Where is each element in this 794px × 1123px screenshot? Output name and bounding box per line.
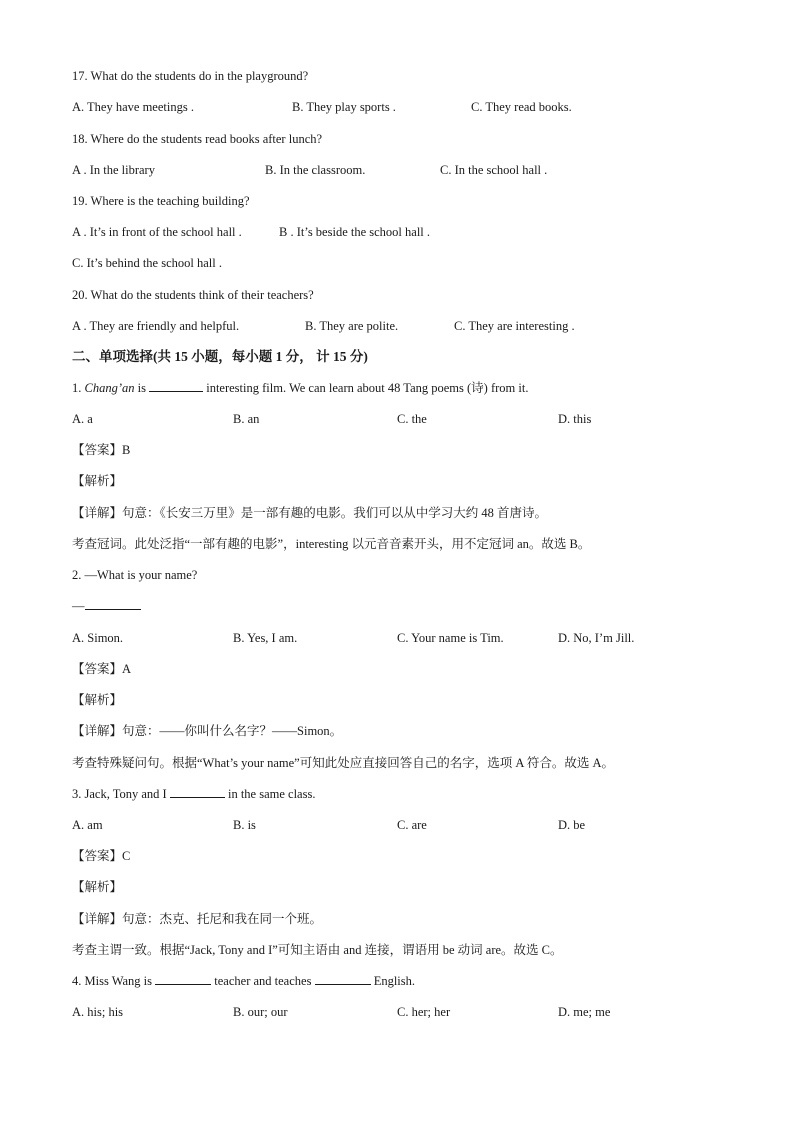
option-c: C. It’s behind the school hall . xyxy=(72,256,222,270)
reply-line: — xyxy=(72,598,141,614)
answer-blank xyxy=(149,380,203,392)
analysis-label: 【解析】 xyxy=(72,474,123,488)
explanation: 考查冠词。此处泛指“一部有趣的电影”，interesting 以元音音素开头，用不定冠词 an。故选 B。 xyxy=(72,537,591,551)
section-heading: 二、单项选择(共 15 小题，每小题 1 分， 计 15 分) xyxy=(72,349,368,364)
option-c: C. They read books. xyxy=(471,100,572,114)
answer-line: 【答案】C xyxy=(72,849,131,863)
answer-blank xyxy=(315,973,371,985)
option-d: D. this xyxy=(558,412,592,426)
option-b: B. They play sports . xyxy=(292,100,396,114)
option-b: B. In the classroom. xyxy=(265,163,366,177)
question-17: 17. What do the students do in the playground? xyxy=(72,69,309,83)
option-d: D. me; me xyxy=(558,1005,611,1019)
problem-1-stem: 1. Chang’an is interesting film. We can learn about 48 Tang poems (诗) from it. xyxy=(72,381,529,395)
options-20 xyxy=(0,318,794,334)
detail-line: 【详解】句意：杰克、托尼和我在同一个班。 xyxy=(72,912,323,926)
analysis-label: 【解析】 xyxy=(72,693,123,707)
option-b: B. is xyxy=(233,818,256,832)
option-c: C. are xyxy=(397,818,427,832)
detail-line: 【详解】句意：《长安三万里》是一部有趣的电影。我们可以从中学习大约 48 首唐诗。 xyxy=(72,506,548,520)
option-c: C. her; her xyxy=(397,1005,451,1019)
options-p3 xyxy=(0,817,794,833)
option-b: B. an xyxy=(233,412,260,426)
option-d: D. No, I’m Jill. xyxy=(558,631,635,645)
options-19 xyxy=(0,224,794,240)
option-b: B. Yes, I am. xyxy=(233,631,298,645)
option-c: C. They are interesting . xyxy=(454,319,575,333)
option-b: B. They are polite. xyxy=(305,319,399,333)
film-title: Chang’an xyxy=(84,381,135,395)
answer-blank xyxy=(155,973,211,985)
option-d: D. be xyxy=(558,818,586,832)
options-18 xyxy=(0,162,794,178)
option-c: C. Your name is Tim. xyxy=(397,631,504,645)
option-a: A. a xyxy=(72,412,93,426)
question-19: 19. Where is the teaching building? xyxy=(72,194,250,208)
question-18: 18. Where do the students read books after lunch? xyxy=(72,132,323,146)
options-p4 xyxy=(0,1004,794,1020)
option-a: A. Simon. xyxy=(72,631,124,645)
answer-line: 【答案】B xyxy=(72,443,131,457)
option-a: A. They have meetings . xyxy=(72,100,194,114)
option-c: C. the xyxy=(397,412,427,426)
explanation: 考查特殊疑问句。根据“What’s your name”可知此处应直接回答自己的名字，选项 A 符合。故选 A。 xyxy=(72,756,614,770)
option-a: A. am xyxy=(72,818,103,832)
detail-line: 【详解】句意：——你叫什么名字？——Simon。 xyxy=(72,724,343,738)
answer-blank xyxy=(170,786,225,798)
options-17 xyxy=(0,99,794,115)
answer-line: 【答案】A xyxy=(72,662,132,676)
option-c: C. In the school hall . xyxy=(440,163,548,177)
problem-4-stem: 4. Miss Wang is teacher and teaches English. xyxy=(72,974,416,988)
problem-2-stem: 2. —What is your name? xyxy=(72,568,198,582)
answer-blank xyxy=(85,598,141,610)
options-p1 xyxy=(0,411,794,427)
option-a: A . In the library xyxy=(72,163,155,177)
option-b: B . It’s beside the school hall . xyxy=(279,225,431,239)
problem-3-stem: 3. Jack, Tony and I in the same class. xyxy=(72,787,316,801)
option-b: B. our; our xyxy=(233,1005,288,1019)
analysis-label: 【解析】 xyxy=(72,880,123,894)
question-20: 20. What do the students think of their teachers? xyxy=(72,288,314,302)
option-a: A. his; his xyxy=(72,1005,124,1019)
options-p2 xyxy=(0,630,794,646)
option-a: A . It’s in front of the school hall . xyxy=(72,225,242,239)
explanation: 考查主谓一致。根据“Jack, Tony and I”可知主语由 and 连接，谓语用 be 动词 are。故选 C。 xyxy=(72,943,563,957)
option-a: A . They are friendly and helpful. xyxy=(72,319,240,333)
